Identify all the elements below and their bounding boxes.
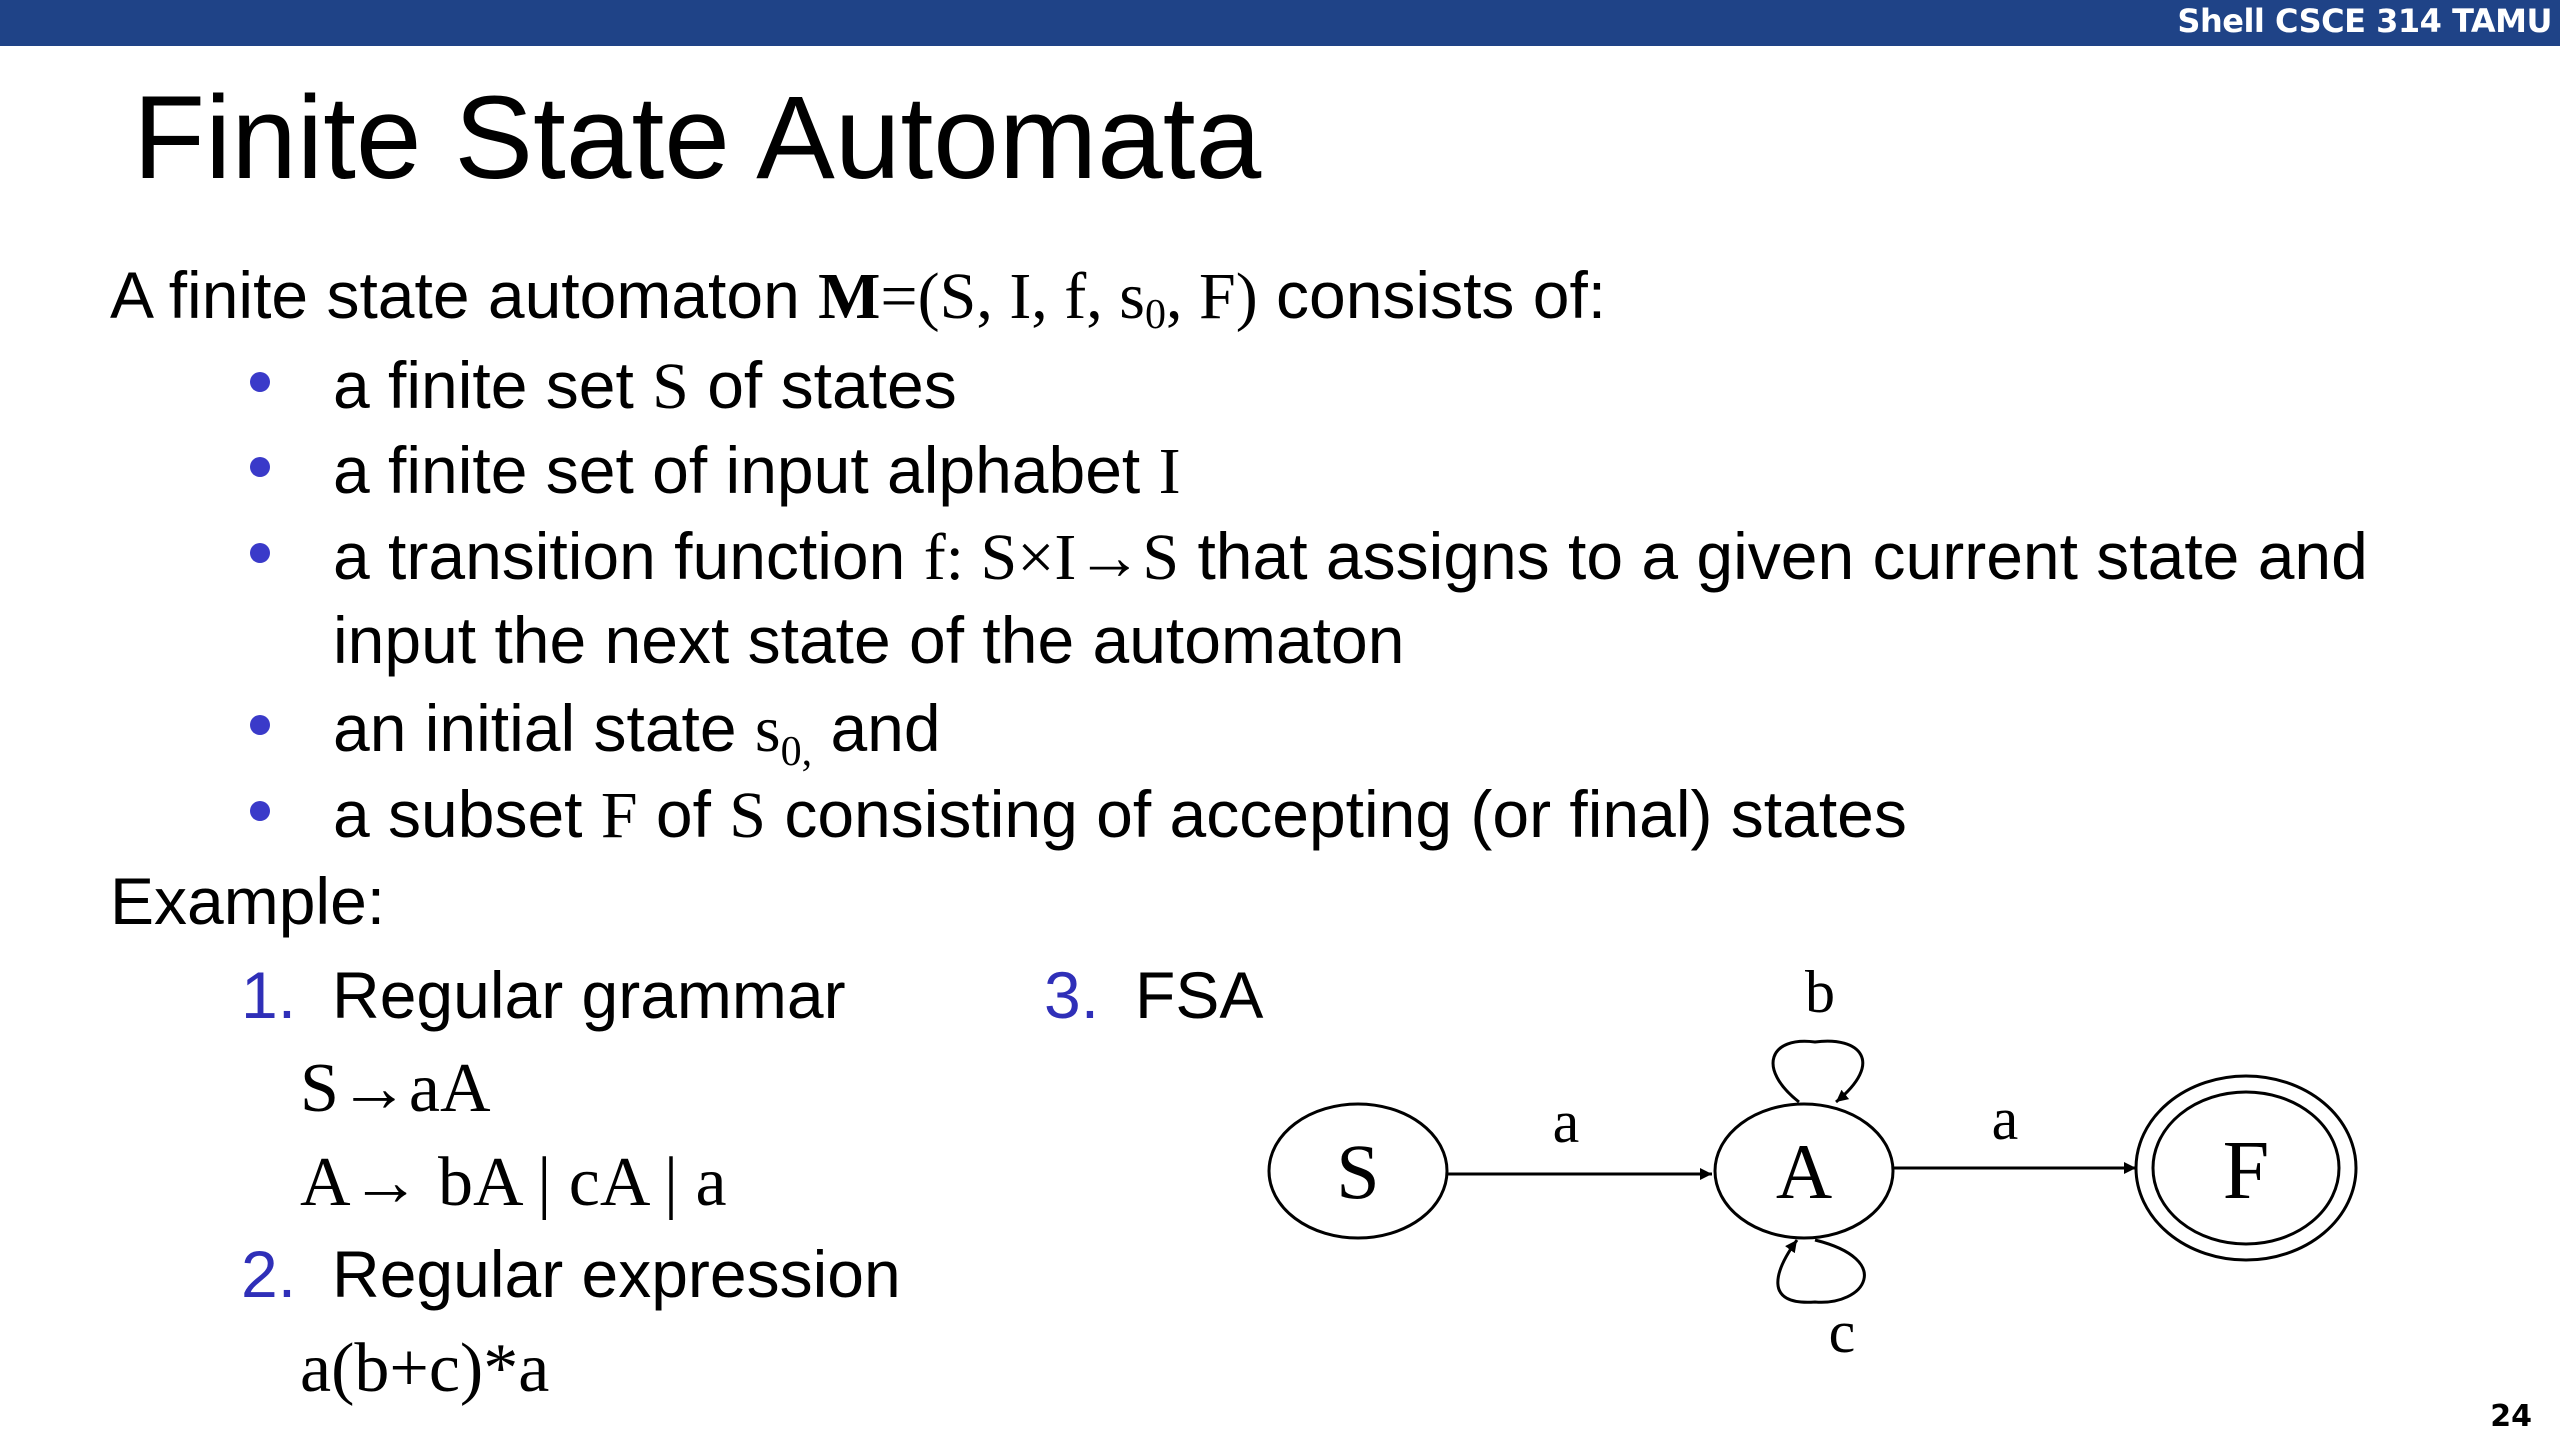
bullet-5-f: F [600,779,638,852]
grammar-rule-2: A→ bA | cA | a [300,1144,727,1221]
page-number: 24 [2490,1399,2532,1434]
example-item-3-label: FSA [1135,958,1264,1032]
self-loop-b [1773,1041,1863,1102]
state-a-label: A [1775,1128,1833,1215]
bullet-4-b: and [812,691,941,765]
bullet-1-s: S [652,350,689,423]
bullet-4-sub: 0, [780,729,813,775]
bullet-5-s: S [729,779,766,852]
intro-suffix: consists of: [1257,258,1607,332]
bullet-4-a: an initial state [333,691,755,765]
slide-title: Finite State Automata [133,72,1262,204]
intro-prefix: A finite state automaton [110,258,819,332]
example-item-1-num: 1. [241,958,297,1032]
bullet-3-f: f: S×I→S [923,521,1180,594]
intro-sub0: 0 [1144,292,1166,338]
bullet-1-b: of states [688,348,957,422]
bullet-4-s: s [754,693,781,766]
self-loop-c-label: c [1828,1299,1856,1365]
state-s-label: S [1336,1128,1380,1215]
example-item-2-num: 2. [241,1237,297,1311]
bullet-2-i: I [1158,435,1181,508]
bullet-3-b: that assigns to a given current state and [1179,519,2368,593]
example-item-1-label: Regular grammar [332,958,846,1032]
self-loop-b-label: b [1805,959,1835,1025]
bullet-5-b: of [637,777,730,851]
bullet-2-a: a finite set of input alphabet [333,433,1159,507]
course-label: Shell CSCE 314 TAMU [2177,2,2552,40]
example-label: Example: [110,864,386,938]
example-item-3-num: 3. [1044,958,1100,1032]
state-f-label: F [2222,1124,2270,1217]
grammar-rule-1: S→aA [300,1050,491,1127]
intro-tuple-a: =(S, I, f, s [880,260,1145,333]
example-item-2-label: Regular expression [332,1237,901,1311]
regex-text: a(b+c)*a [300,1330,550,1407]
intro-tuple-b: , F) [1165,260,1258,333]
self-loop-c [1778,1240,1865,1302]
bullet-item-3-line2: input the next state of the automaton [333,603,1405,677]
bullet-1-a: a finite set [333,348,653,422]
intro-m: M [818,260,881,333]
bullet-3-a: a transition function [333,519,924,593]
edge-s-to-a-label: a [1552,1089,1580,1155]
edge-a-to-f-label: a [1991,1086,2019,1152]
bullet-5-c: consisting of accepting (or final) states [766,777,1907,851]
bullet-5-a: a subset [333,777,601,851]
